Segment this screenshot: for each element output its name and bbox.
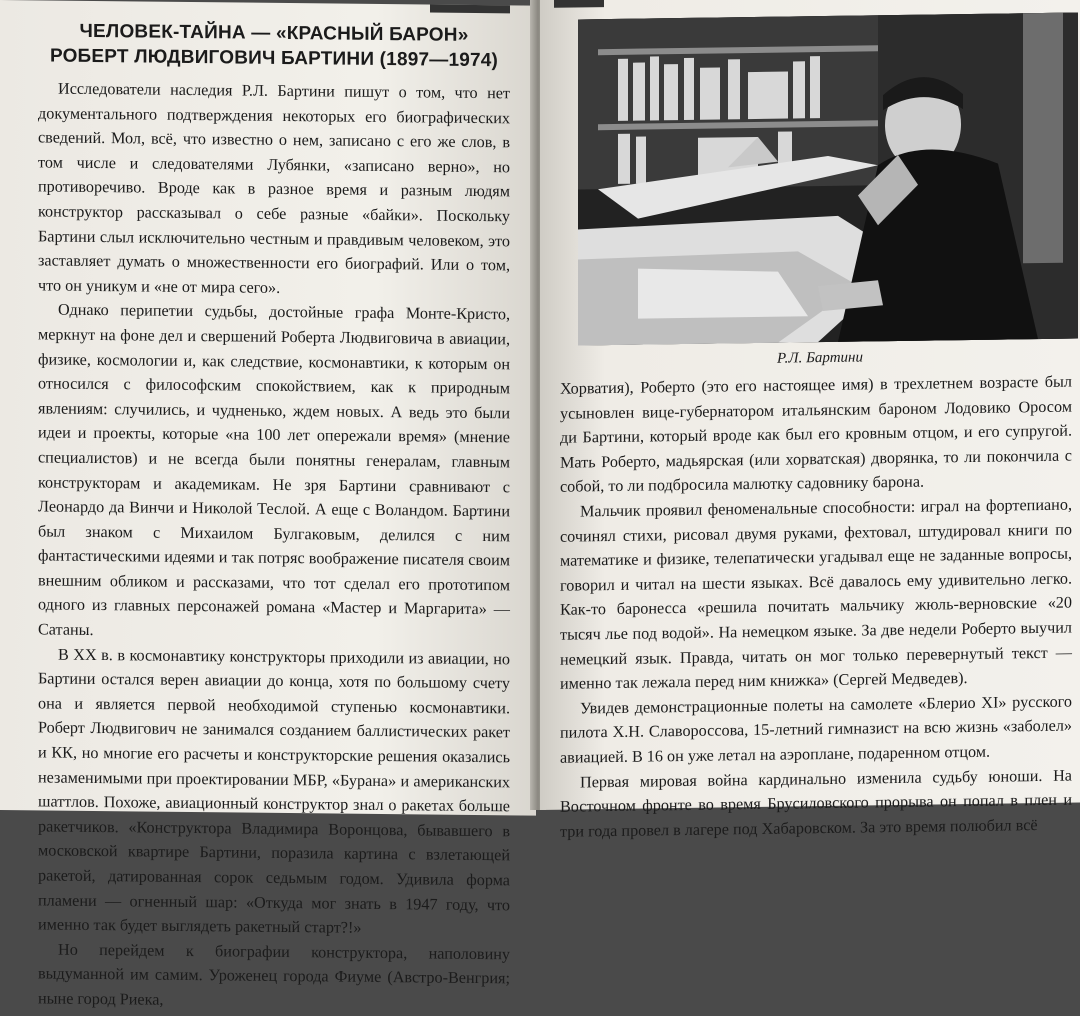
paragraph: Хорватия), Роберто (это его настоящее имя) в трехлетнем возрасте был усыновлен вице-губернатором итальянским бароном Лодовико Оросом ди Бартини, который вроде как был его кровным отцом, и его супругой. Мать Роберто, мадьярская (или хорватская) дворянка, то ли покончила с собой, то ли подбросила малютку садовнику барона. xyxy=(560,372,1072,497)
paragraph: Первая мировая война кардинально изменила судьбу юноши. На Восточном фронте во время Брусиловского прорыва он попал в плен и три года провел в лагере под Хабаровском. За это время полюбил всё xyxy=(560,766,1072,841)
paragraph: В XX в. в космонавтику конструкторы приходили из авиации, но Бартини остался верен авиации до конца, хотя по большому счету она и является первой необходимой ступенью космонавтики. Роберт Людвигович не занимался созданием баллистических ракет и КК, но многие его расчеты и конструкторские решения оказались незаменимыми при проектировании МБР, «Бурана» и американских шаттлов. Похоже, авиационный конструктор знал о ракетах больше ракетчиков. «Конструктора Владимира Воронцова, бывавшего в московской квартире Бартини, поразила картина с взлетающей ракетой, датированная сорок седьмым годом. Удивила форма пламени — огненный шар: «Откуда мог знать в 1947 году, что именно так будет выглядеть ракетный старт?!» xyxy=(38,645,510,937)
running-header-bar xyxy=(430,5,510,14)
chapter-title-line-2: РОБЕРТ ЛЮДВИГОВИЧ БАРТИНИ (1897—1974) xyxy=(49,45,499,72)
portrait-photo xyxy=(578,12,1078,345)
portrait-photo-illustration xyxy=(578,12,1078,345)
paragraph: Однако перипетии судьбы, достойные графа Монте-Кристо, меркнут на фоне дел и свершений Роберта Людвиговича в авиации, физике, космологии и, как следствие, космонавтики, к которым он относился с философским спокойствием, как к природным явлениям: случились, и чудненько, ждем новых. А ведь это были идеи и проекты, которые «на 100 лет опережали время» (мнение специалистов) и не всегда были понятны генералам, главным конструкторам и академикам. Не зря Бартини сравнивают с Леонардо да Винчи и Николой Теслой. А еще с Воландом. Бартини был знаком с Михаилом Булгаковым, делился с ним фантастическими идеями и так потряс воображение писателя своим внешним обликом и рассказами, что тот сделал его прототипом одного из главных персонажей романа «Мастер и Маргарита» — Сатаны. xyxy=(38,300,510,640)
paragraph: Исследователи наследия Р.Л. Бартини пишут о том, что нет документального подтверждения некоторых его биографических сведений. Мол, всё, что известно о нем, записано с его же слов, в том числе и следователями Лубянки, «записано верно», но противоречиво. Вроде как в разное время и разным людям конструктор рассказывал о себе разные «байки». Поскольку Бартини слыл исключительно честным и правдивым человеком, это заставляет думать о множественности его биографий. Или о том, что он уникум и «не от мира сего». xyxy=(38,79,510,297)
chapter-title-line-1: ЧЕЛОВЕК-ТАЙНА — «КРАСНЫЙ БАРОН» xyxy=(79,20,469,46)
left-page xyxy=(0,0,536,1009)
running-header-bar xyxy=(554,0,604,8)
right-page xyxy=(540,0,1080,841)
photo-caption: Р.Л. Бартини xyxy=(777,349,863,367)
paragraph: Но перейдем к биографии конструктора, наполовину выдуманной им самим. Уроженец города Фиуме (Австро-Венгрия; ныне город Риека, xyxy=(38,940,510,1009)
right-page-text xyxy=(560,369,1080,844)
paragraph: Мальчик проявил феноменальные способности: играл на фортепиано, сочинял стихи, рисовал двумя руками, фехтовал, штудировал книги по математике и физике, телепатически угадывал еще не заданные вопросы, говорил и читал на шести языках. Всё давалось ему удивительно легко. Как-то баронесса «решила почитать мальчику жюль-верновские «20 тысяч лье под водой». На немецком языке. За две недели Роберто выучил немецкий язык. Правда, читать он мог только перевернутый текст — именно так лежала перед ним книжка» (Сергей Медведев). xyxy=(560,495,1072,693)
chapter-title xyxy=(38,18,510,73)
paragraph: Увидев демонстрационные полеты на самолете «Блерио XI» русского пилота Х.Н. Славороссова, 15-летний гимназист на всю жизнь «заболел» авиацией. В 16 он уже летал на аэроплане, подаренном отцом. xyxy=(560,692,1072,767)
